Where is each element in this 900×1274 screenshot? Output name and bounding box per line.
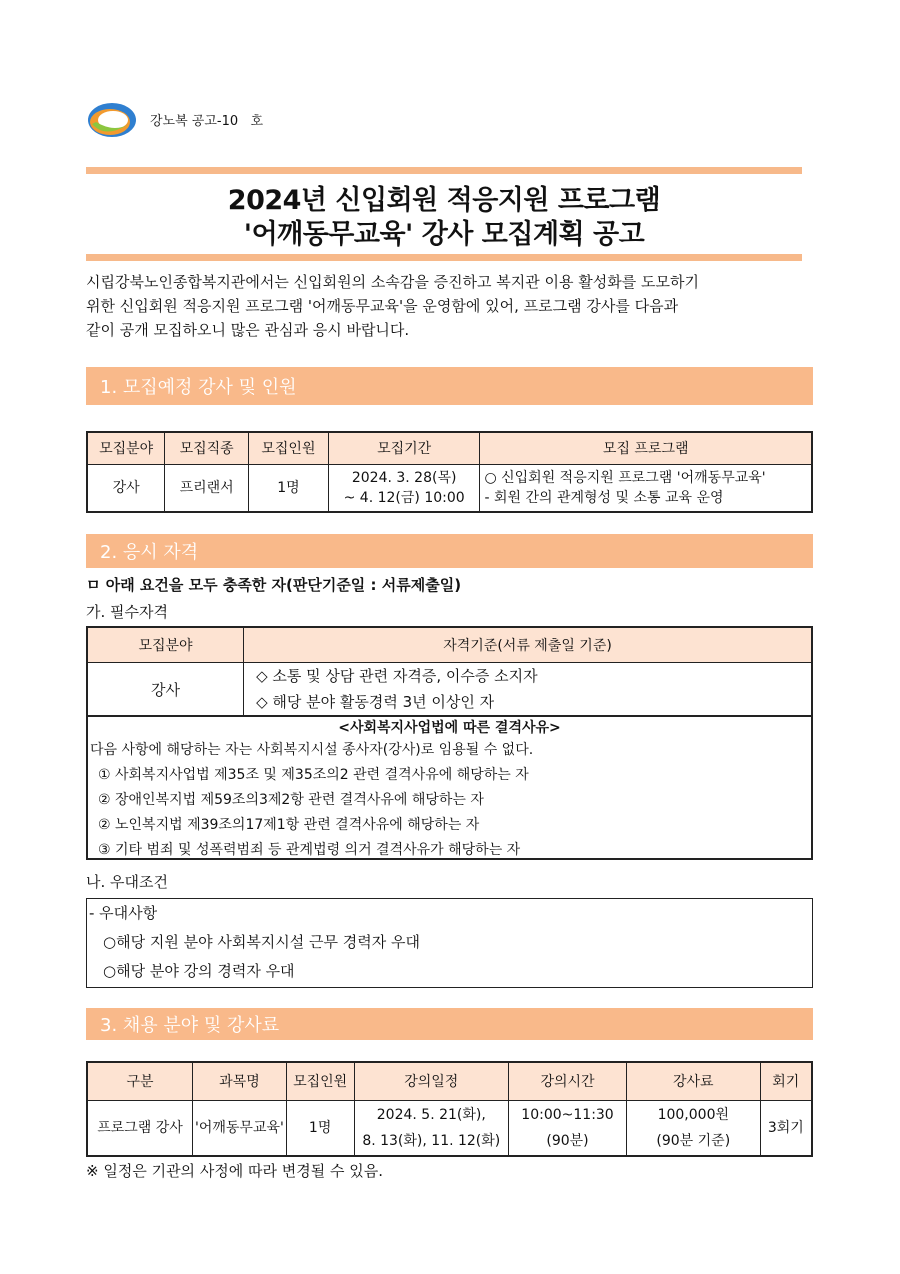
table-cell-schedule bbox=[354, 1100, 509, 1156]
table-cell-count: 1명 bbox=[286, 1100, 354, 1156]
page-title-line1: 2024년 신입회원 적응지원 프로그램 bbox=[227, 185, 661, 216]
page-title-line2: '어깨동무교육' 강사 모집계획 공고 bbox=[243, 219, 645, 250]
table-cell-sessions: 3회기 bbox=[760, 1100, 812, 1156]
table-cell-field: 강사 bbox=[87, 464, 165, 512]
organization-logo-icon bbox=[86, 100, 138, 140]
intro-line: 시립강북노인종합복지관에서는 신입회원의 소속감을 증진하고 복지관 이용 활성화를 도모하기 bbox=[86, 273, 699, 291]
required-qualification-table bbox=[86, 626, 813, 717]
table-cell-time bbox=[509, 1100, 627, 1156]
section-heading-recruitment: 1. 모집예정 강사 및 인원 bbox=[86, 367, 813, 405]
table-cell-category: 프로그램 강사 bbox=[87, 1100, 193, 1156]
section-heading-fee: 3. 채용 분야 및 강사료 bbox=[86, 1008, 813, 1040]
disqualification-box bbox=[86, 715, 813, 860]
title-top-rule bbox=[86, 167, 802, 174]
table-cell-qualifications bbox=[244, 662, 812, 716]
table-cell-count: 1명 bbox=[249, 464, 329, 512]
table-row bbox=[87, 1100, 812, 1156]
schedule-line: 2024. 5. 21(화), bbox=[376, 1106, 486, 1123]
table-header: 모집직종 bbox=[165, 432, 249, 464]
table-row bbox=[87, 662, 812, 716]
table-row bbox=[87, 464, 812, 512]
program-name: ○ 신입회원 적응지원 프로그램 '어깨동무교육' bbox=[484, 469, 766, 486]
schedule-line: 8. 13(화), 11. 12(화) bbox=[362, 1132, 501, 1149]
preferred-title: - 우대사항 bbox=[89, 904, 158, 922]
section-heading-eligibility: 2. 응시 자격 bbox=[86, 534, 813, 568]
table-header: 모집인원 bbox=[286, 1062, 354, 1100]
qualification-item: ◇ 해당 분야 활동경력 3년 이상인 자 bbox=[256, 693, 495, 711]
title-bottom-rule bbox=[86, 254, 802, 261]
disqualification-item: ③ 기타 범죄 및 성폭력범죄 등 관계법령 의거 결격사유가 해당하는 자 bbox=[98, 842, 521, 858]
period-start: 2024. 3. 28(목) bbox=[351, 469, 457, 486]
table-cell-type: 프리랜서 bbox=[165, 464, 249, 512]
table-header: 자격기준(서류 제출일 기준) bbox=[244, 627, 812, 662]
qualification-item: ◇ 소통 및 상담 관련 자격증, 이수증 소지자 bbox=[256, 667, 538, 685]
disqualification-item: ① 사회복지사업법 제35조 및 제35조의2 관련 결격사유에 해당하는 자 bbox=[98, 767, 529, 783]
table-header: 모집분야 bbox=[87, 627, 244, 662]
disqualification-item: ② 장애인복지법 제59조의3제2항 관련 결격사유에 해당하는 자 bbox=[98, 792, 484, 808]
preferred-condition-box bbox=[86, 898, 813, 988]
recruitment-table bbox=[86, 431, 813, 513]
table-header: 모집 프로그램 bbox=[480, 432, 812, 464]
required-qualification-label: 가. 필수자격 bbox=[86, 603, 168, 621]
table-cell-subject: '어깨동무교육' bbox=[193, 1100, 287, 1156]
table-header: 모집인원 bbox=[249, 432, 329, 464]
program-desc: - 회원 간의 관계형성 및 소통 교육 운영 bbox=[484, 489, 724, 506]
fee-line: (90분 기준) bbox=[656, 1132, 731, 1149]
table-header: 강의시간 bbox=[509, 1062, 627, 1100]
table-header: 모집분야 bbox=[87, 432, 165, 464]
time-line: (90분) bbox=[546, 1132, 589, 1149]
table-header: 강의일정 bbox=[354, 1062, 509, 1100]
table-header: 모집기간 bbox=[328, 432, 480, 464]
table-header: 강사료 bbox=[626, 1062, 760, 1100]
eligibility-condition: ㅁ 아래 요건을 모두 충족한 자(판단기준일 : 서류제출일) bbox=[86, 576, 462, 594]
disqualification-item: ② 노인복지법 제39조의17제1항 관련 결격사유에 해당하는 자 bbox=[98, 817, 480, 833]
table-cell-period bbox=[328, 464, 480, 512]
table-cell-program bbox=[480, 464, 812, 512]
disqualification-heading: <사회복지사업법에 따른 결격사유> bbox=[338, 720, 561, 736]
preferred-item: ○해당 분야 강의 경력자 우대 bbox=[103, 962, 295, 980]
intro-paragraph bbox=[86, 270, 802, 342]
notice-number: 강노복 공고-10 호 bbox=[150, 114, 264, 129]
table-cell-field: 강사 bbox=[87, 662, 244, 716]
intro-line: 위한 신입회원 적응지원 프로그램 '어깨동무교육'을 운영함에 있어, 프로그램 강사를 다음과 bbox=[86, 297, 679, 315]
time-line: 10:00~11:30 bbox=[521, 1106, 614, 1123]
period-end: ~ 4. 12(금) 10:00 bbox=[343, 489, 465, 506]
table-header: 회기 bbox=[760, 1062, 812, 1100]
intro-line: 같이 공개 모집하오니 많은 관심과 응시 바랍니다. bbox=[86, 321, 410, 339]
preferred-item: ○해당 지원 분야 사회복지시설 근무 경력자 우대 bbox=[103, 933, 421, 951]
table-cell-fee bbox=[626, 1100, 760, 1156]
fee-line: 100,000원 bbox=[657, 1106, 729, 1123]
disqualification-intro: 다음 사항에 해당하는 자는 사회복지시설 종사자(강사)로 임용될 수 없다. bbox=[90, 742, 534, 758]
schedule-footnote: ※ 일정은 기관의 사정에 따라 변경될 수 있음. bbox=[86, 1162, 384, 1180]
table-header: 구분 bbox=[87, 1062, 193, 1100]
table-header: 과목명 bbox=[193, 1062, 287, 1100]
preferred-condition-label: 나. 우대조건 bbox=[86, 873, 168, 891]
fee-table bbox=[86, 1061, 813, 1157]
